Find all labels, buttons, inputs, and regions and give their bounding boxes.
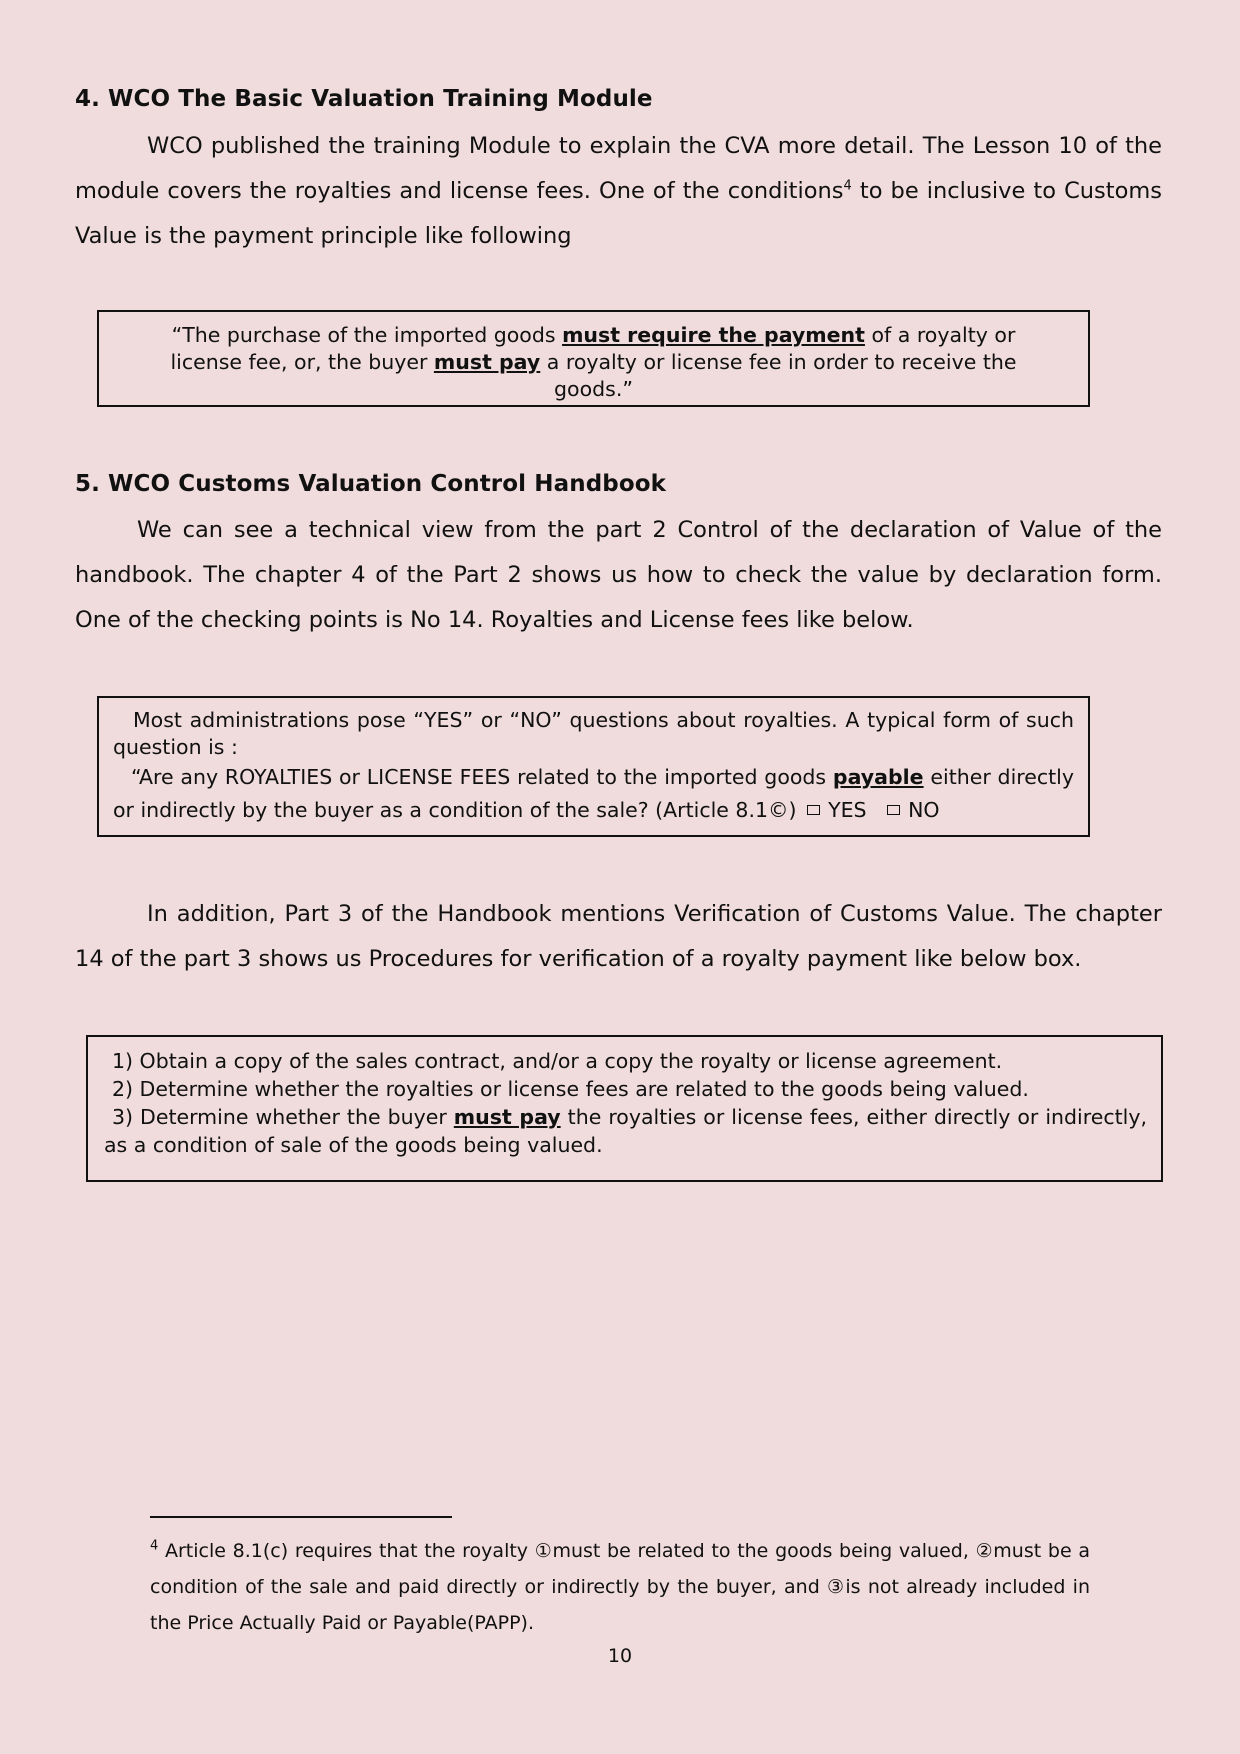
verification-procedures-box	[86, 1035, 1163, 1182]
declaration-question-box	[97, 696, 1090, 837]
footnote: $^4$ Article 8.1(c) requires that the royalty ①must be related to the goods being valued, ②must be a condition of the sale and paid directly or indirectly by the buyer, and ③is not already included in the Price Actually Paid or Payable(PAPP).	[150, 1538, 1090, 1634]
footnote-ref: 4	[843, 178, 852, 194]
procedure-item-1: 1) Obtain a copy of the sales contract, and/or a copy the royalty or license agreement.	[112, 1049, 1003, 1073]
emphasis-must-pay-2: must pay	[453, 1105, 561, 1129]
section-5-paragraph-1: We can see a technical view from the part 2 Control of the declaration of Value of the handbook. The chapter 4 of the Part 2 shows us how to check the value by declaration form. One of the checking points is No 14. Royalties and License fees like below.	[75, 517, 1162, 633]
question-text: “Are any ROYALTIES or LICENSE FEES related to the imported goods payable either directly or indirectly by the buyer as a condition of the sale? (Article 8.1©) YES NO	[113, 765, 1074, 822]
footnote-mark: 4	[150, 1538, 159, 1554]
section-4-heading: 4. WCO The Basic Valuation Training Module	[75, 86, 653, 112]
no-label: NO	[908, 798, 940, 822]
yes-label: YES	[828, 798, 867, 822]
yes-checkbox	[807, 805, 820, 815]
no-checkbox	[887, 805, 900, 815]
section-4-paragraph: WCO published the training Module to explain the CVA more detail. The Lesson 10 of the module covers the royalties and license fees. One of the conditions$^4$ to be inclusive to Customs Value is the payment principle like following	[75, 133, 1162, 249]
procedure-item-2: 2) Determine whether the royalties or license fees are related to the goods being valued.	[112, 1077, 1029, 1101]
page-number: 10	[607, 1645, 633, 1667]
quote-box-payment-principle: “The purchase of the imported goods must require the payment of a royalty or license fee, or, the buyer must pay a royalty or license fee in order to receive the goods.”	[97, 310, 1090, 407]
question-intro: Most administrations pose “YES” or “NO” questions about royalties. A typical form of such question is :	[113, 708, 1074, 759]
section-5-paragraph-2: In addition, Part 3 of the Handbook mentions Verification of Customs Value. The chapter 14 of the part 3 shows us Procedures for verification of a royalty payment like below box.	[75, 901, 1162, 972]
footnote-separator	[150, 1516, 452, 1518]
emphasis-must-require-payment: must require the payment	[562, 323, 865, 347]
emphasis-payable: payable	[832, 765, 924, 789]
procedure-item-3: 3) Determine whether the buyer must pay the royalties or license fees, either directly or indirectly, as a condition of sale of the goods being valued.	[104, 1105, 1147, 1157]
emphasis-must-pay: must pay	[433, 350, 541, 374]
section-5-heading: 5. WCO Customs Valuation Control Handbook	[75, 471, 667, 497]
